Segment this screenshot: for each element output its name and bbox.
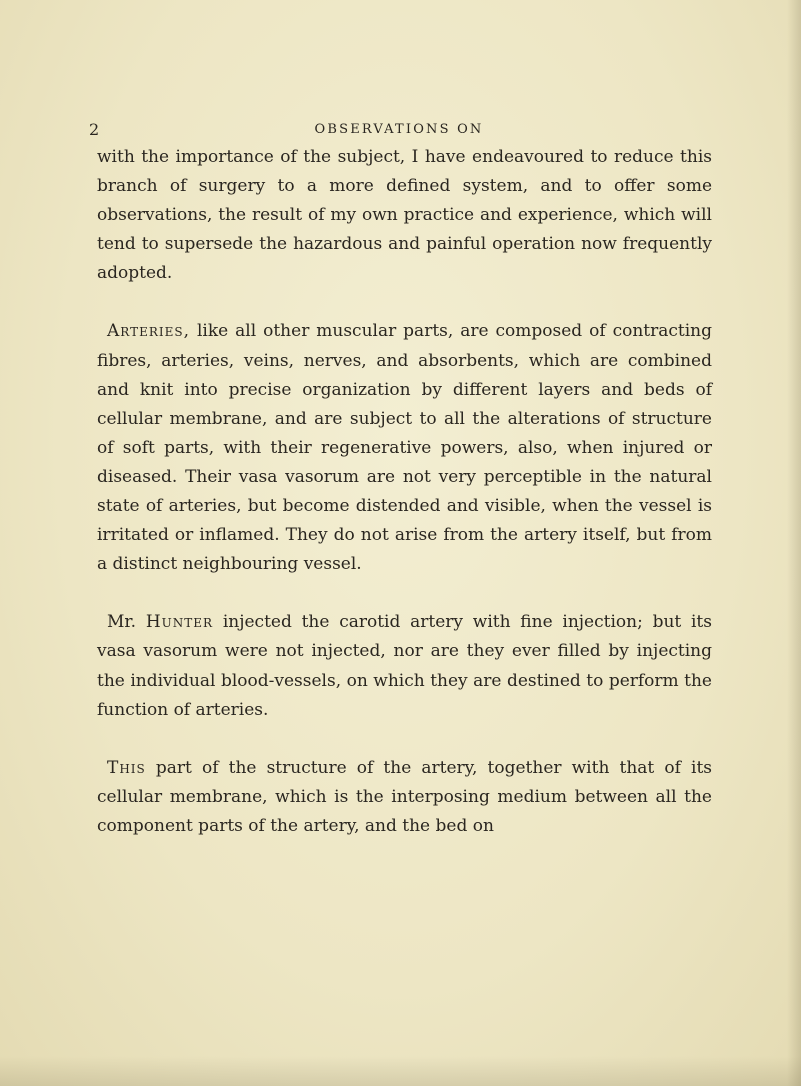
- paragraph-4-text: part of the structure of the artery, together with that of its cellular membrane, which is the interposing medium between all the component parts of the artery, and the bed on: [97, 757, 712, 836]
- paragraph-3: [97, 608, 712, 724]
- paragraph-4-lead: This: [107, 757, 146, 778]
- paragraph-2: [97, 317, 712, 579]
- body-text: [97, 143, 712, 841]
- paragraph-1: [97, 143, 712, 288]
- page-bottom-shadow: [0, 1056, 801, 1086]
- page-header: [89, 120, 709, 144]
- paragraph-gap: [97, 288, 712, 317]
- page-number: 2: [89, 120, 100, 139]
- paragraph-1-text: with the importance of the subject, I have endeavoured to reduce this branch of surgery to a more defined system, and to offer some observations, the result of my own practice and experience, which will tend to supersede the hazardous and painful operation now frequently adopted.: [97, 147, 712, 284]
- running-head: OBSERVATIONS ON: [314, 122, 484, 137]
- paragraph-3-lead-prefix: Mr.: [107, 612, 146, 633]
- paragraph-gap: [97, 579, 712, 608]
- paragraph-2-text: like all other muscular parts, are composed of contracting fibres, arteries, veins, nerves, and absorbents, which are combined and knit into precise organization by different layers and beds of cellular membrane, and are subject to all the alterations of structure of soft parts, with their regenerative powers, also, when injured or diseased. Their vasa vasorum are not very perceptible in the natural state of arteries, but become distended and visible, when the vessel is irritated or inflamed. They do not arise from the artery itself, but from a distinct neighbouring vessel.: [97, 321, 712, 575]
- page-edge-shadow: [787, 0, 801, 1086]
- paragraph-gap: [97, 725, 712, 754]
- paragraph-4: [97, 754, 712, 841]
- paragraph-3-lead: Hunter: [145, 612, 214, 633]
- paragraph-3-text: injected the carotid artery with fine injection; but its vasa vasorum were not injected, nor are they ever filled by injecting the individual blood-vessels, on which they are destined to perform the function of arteries.: [97, 612, 712, 720]
- paragraph-2-lead: Arteries,: [107, 321, 191, 342]
